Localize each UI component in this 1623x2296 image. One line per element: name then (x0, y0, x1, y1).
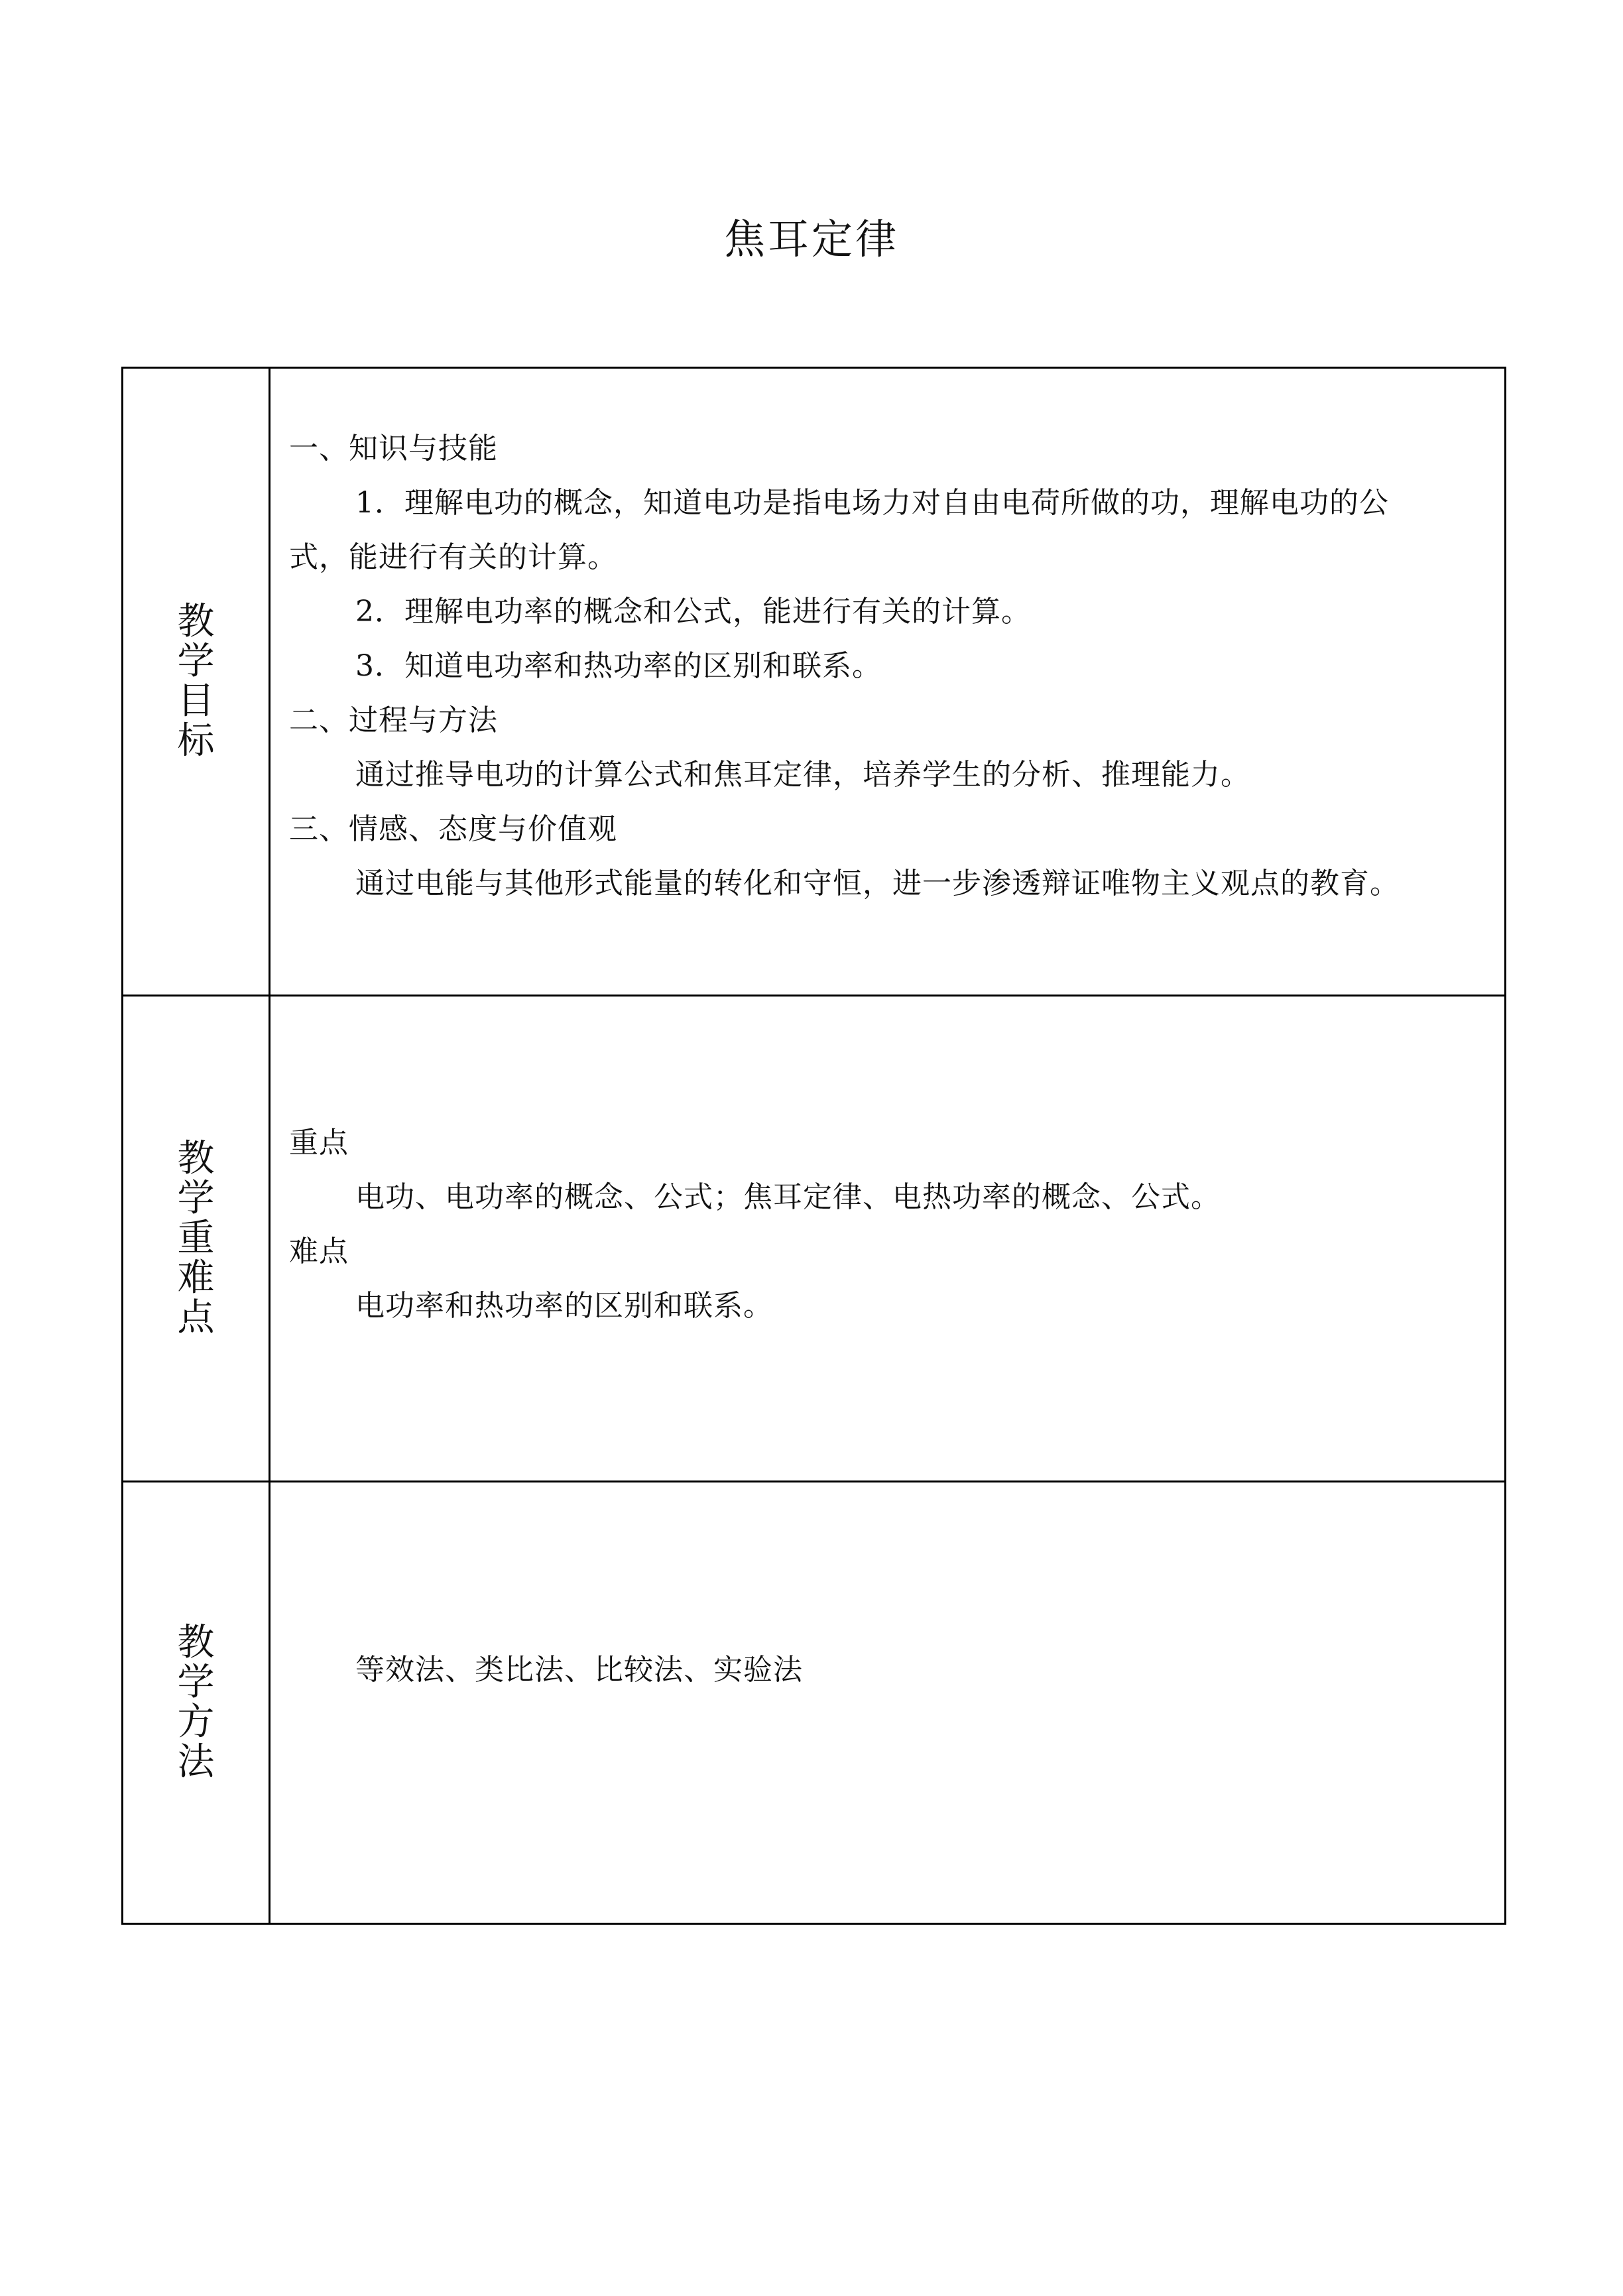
teaching-methods-content (270, 1482, 1504, 1923)
objective-item-2: 2．理解电功率的概念和公式，能进行有关的计算。 (355, 595, 1031, 629)
teaching-objectives-row (123, 369, 1504, 997)
label-char: 标 (177, 719, 215, 762)
label-char: 点 (177, 1296, 215, 1339)
label-char: 方 (177, 1701, 215, 1744)
objective-item-1-line-2: 式，能进行有关的计算。 (289, 540, 617, 574)
label-char: 教 (177, 600, 215, 643)
label-char: 难 (177, 1256, 215, 1299)
lesson-plan-table (121, 367, 1506, 1925)
section-heading-process-methods: 二、过程与方法 (289, 703, 498, 737)
label-char: 目 (177, 680, 215, 723)
label-char: 教 (177, 1621, 215, 1664)
key-points-text: 电功、电功率的概念、公式；焦耳定律、电热功率的概念、公式。 (355, 1180, 1221, 1214)
process-methods-text: 通过推导电功的计算公式和焦耳定律，培养学生的分析、推理能力。 (355, 758, 1250, 792)
key-difficult-points-row (123, 997, 1504, 1482)
teaching-methods-row (123, 1482, 1504, 1923)
label-char: 重 (177, 1217, 215, 1260)
document-title: 焦耳定律 (723, 215, 899, 263)
key-difficult-points-content (270, 997, 1504, 1480)
label-char: 学 (177, 1177, 215, 1220)
label-char: 教 (177, 1137, 215, 1180)
difficult-points-heading: 难点 (289, 1235, 349, 1268)
objective-item-1-line-1: 1．理解电功的概念，知道电功是指电场力对自由电荷所做的功，理解电功的公 (355, 486, 1389, 520)
label-char: 学 (177, 1661, 215, 1704)
key-difficult-points-label (123, 997, 270, 1480)
attitudes-values-text: 通过电能与其他形式能量的转化和守恒，进一步渗透辩证唯物主义观点的教育。 (355, 867, 1400, 900)
label-char: 法 (177, 1740, 215, 1783)
teaching-methods-label (123, 1482, 270, 1923)
teaching-objectives-label (123, 369, 270, 995)
key-points-heading: 重点 (289, 1126, 349, 1160)
section-heading-knowledge-skills: 一、知识与技能 (289, 432, 498, 465)
section-heading-attitudes-values: 三、情感、态度与价值观 (289, 812, 617, 846)
teaching-objectives-content (270, 369, 1504, 995)
label-char: 学 (177, 640, 215, 683)
difficult-points-text: 电功率和热功率的区别和联系。 (355, 1289, 773, 1323)
objective-item-3: 3．知道电功率和热功率的区别和联系。 (355, 649, 882, 683)
teaching-methods-text: 等效法、类比法、比较法、实验法 (355, 1653, 803, 1687)
